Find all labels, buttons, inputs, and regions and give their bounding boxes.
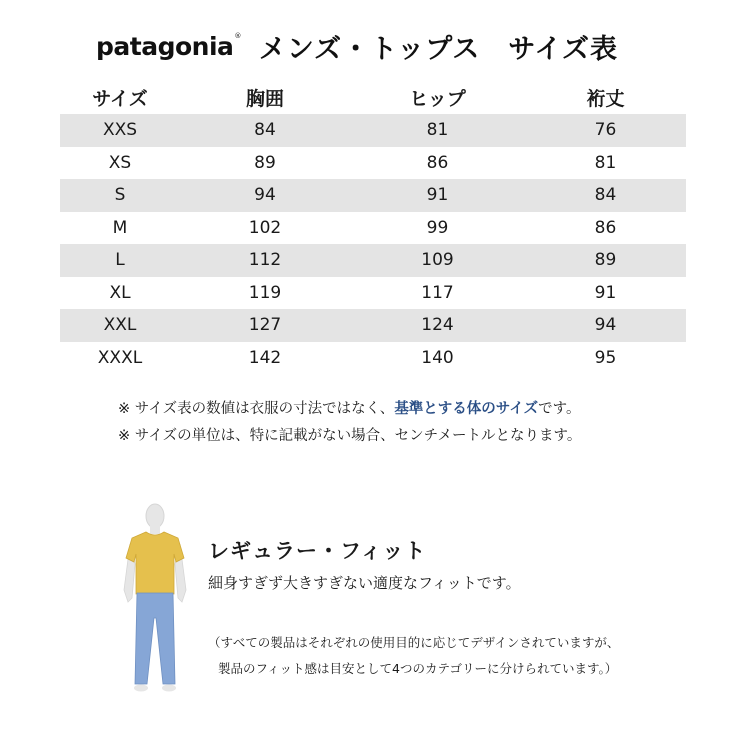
cell-size: XXL — [103, 315, 137, 336]
fit-description: 細身すぎず大きすぎない適度なフィットです。 — [208, 574, 521, 592]
cell-chest: 94 — [254, 185, 276, 206]
cell-hip: 99 — [426, 217, 449, 238]
figure-left-foot — [134, 685, 148, 692]
cell-chest: 102 — [248, 217, 282, 238]
cell-hip: 86 — [426, 152, 449, 173]
fit-title: レギュラー・フィット — [208, 539, 427, 563]
fit-note-line-2: 製品のフィット感は目安として4つのカテゴリーに分けられています。） — [218, 661, 618, 676]
header-size: サイズ — [92, 87, 148, 110]
table-row — [60, 179, 686, 212]
cell-chest: 119 — [248, 282, 282, 303]
figure-head — [146, 504, 164, 528]
cell-sleeve: 89 — [594, 250, 617, 271]
note-line-2: ※ サイズの単位は、特に記載がない場合、センチメートルとなります。 — [118, 428, 582, 444]
fit-note-line-1: （すべての製品はそれぞれの使用目的に応じてデザインされていますが、 — [208, 635, 620, 650]
table-row — [60, 277, 686, 310]
figure-right-foot — [162, 685, 176, 692]
header-hip: ヒップ — [409, 87, 466, 110]
cell-sleeve: 84 — [594, 185, 617, 206]
cell-chest: 112 — [248, 250, 282, 271]
cell-sleeve: 76 — [594, 120, 617, 141]
cell-hip: 109 — [421, 250, 454, 271]
table-row — [60, 147, 686, 180]
cell-sleeve: 86 — [594, 217, 617, 238]
cell-sleeve: 91 — [594, 282, 617, 303]
table-row — [60, 212, 686, 245]
cell-sleeve: 95 — [594, 347, 617, 368]
cell-chest: 84 — [254, 120, 276, 141]
size-table — [60, 80, 686, 374]
table-row — [60, 309, 686, 342]
cell-sleeve: 94 — [594, 315, 617, 336]
note-line-1: ※ サイズ表の数値は衣服の寸法ではなく、基準とする体のサイズです。 — [118, 401, 581, 417]
cell-chest: 127 — [248, 315, 282, 336]
cell-size: XXXL — [97, 347, 143, 368]
note-emphasis: 基準とする体のサイズ — [394, 401, 539, 417]
cell-size: M — [112, 217, 128, 238]
cell-hip: 140 — [421, 347, 454, 368]
figure-neck — [150, 525, 160, 534]
page-title: メンズ・トップス サイズ表 — [258, 33, 619, 65]
fit-figure-illustration — [118, 498, 192, 698]
cell-hip: 91 — [426, 185, 449, 206]
table-row — [60, 342, 686, 375]
cell-chest: 89 — [254, 152, 276, 173]
header — [96, 26, 618, 66]
cell-hip: 124 — [421, 315, 454, 336]
table-row — [60, 114, 686, 147]
cell-size: XL — [109, 282, 131, 303]
cell-chest: 142 — [248, 347, 282, 368]
header-chest: 胸囲 — [245, 87, 284, 110]
cell-size: S — [114, 185, 126, 206]
table-row — [60, 244, 686, 277]
figure-pants — [135, 593, 175, 684]
patagonia-logo: patagonia® — [96, 31, 241, 61]
header-sleeve: 裄丈 — [586, 87, 625, 110]
cell-size: L — [115, 250, 125, 271]
cell-sleeve: 81 — [594, 152, 617, 173]
fit-note — [208, 630, 619, 682]
cell-size: XS — [108, 152, 132, 173]
cell-hip: 117 — [421, 282, 454, 303]
table-header-row — [60, 80, 686, 114]
cell-hip: 81 — [426, 120, 449, 141]
cell-size: XXS — [102, 120, 138, 141]
size-notes — [118, 396, 581, 450]
